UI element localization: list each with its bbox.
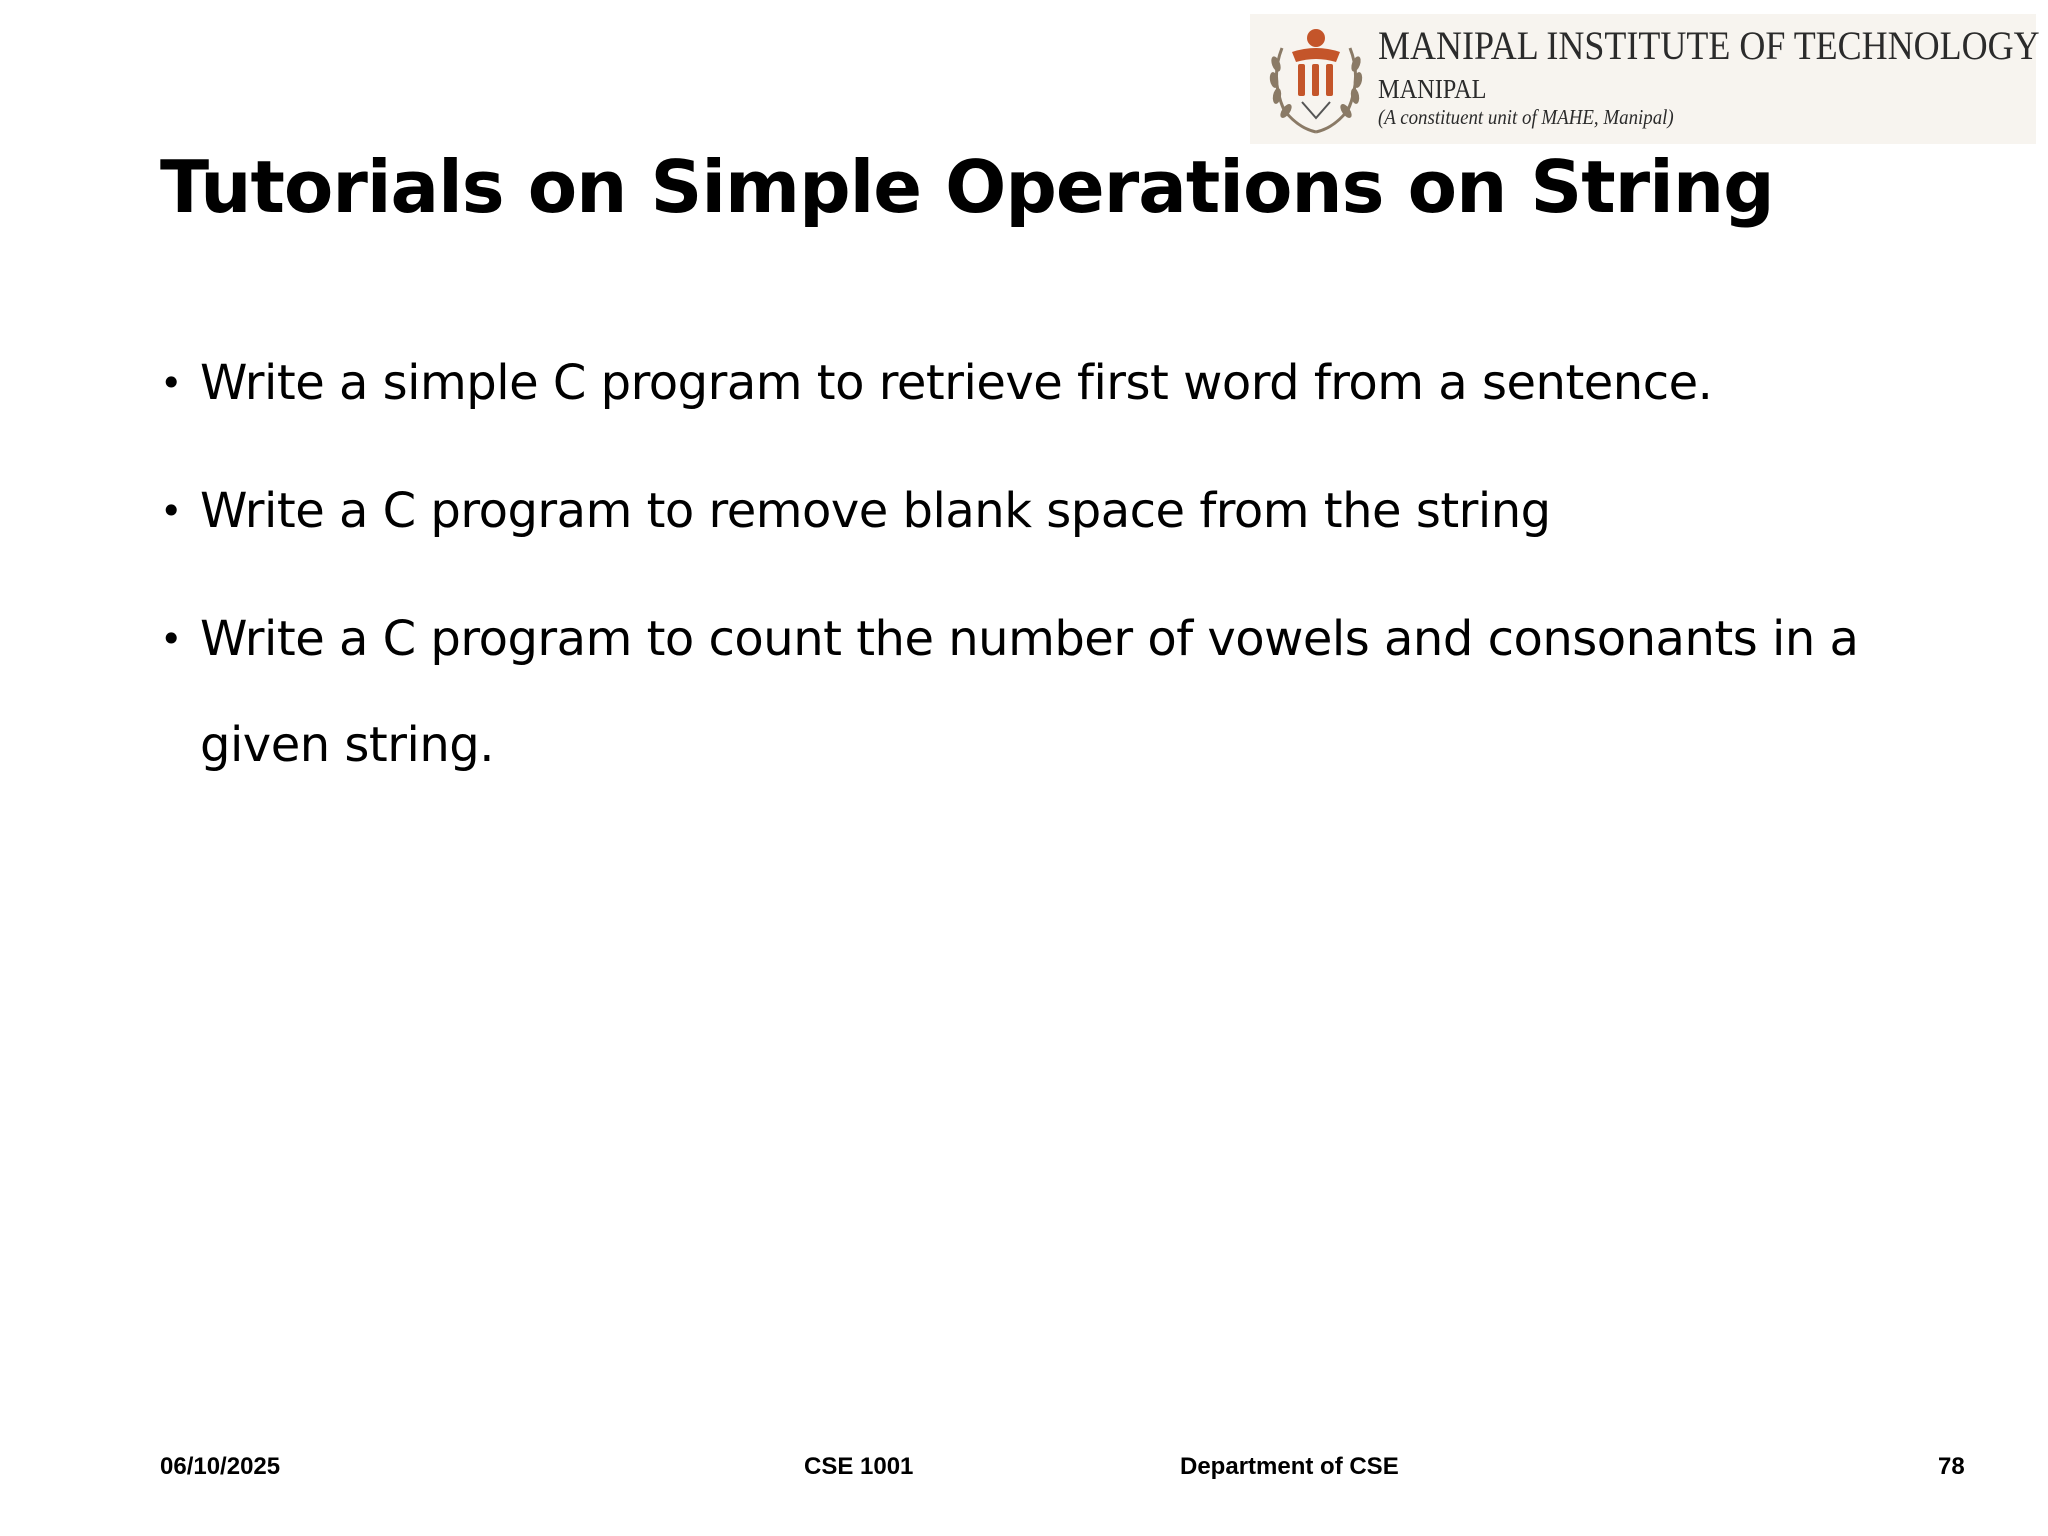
logo-constituent-note: (A constituent unit of MAHE, Manipal) — [1378, 105, 1674, 129]
bullet-dot-icon: • — [160, 617, 182, 661]
institute-logo — [1250, 14, 2040, 144]
bullet-item — [160, 586, 1940, 798]
footer-date: 06/10/2025 — [160, 1453, 281, 1480]
bullet-item — [160, 458, 1940, 564]
bullet-item — [160, 330, 1940, 436]
bullet-text: Write a C program to remove blank space from the string — [200, 483, 1551, 539]
footer-department: Department of CSE — [1180, 1453, 1399, 1480]
bullet-text: Write a C program to count the number of vowels and consonants in a given string. — [200, 611, 1859, 773]
bullet-dot-icon: • — [160, 489, 182, 533]
logo-institute-name: MANIPAL INSTITUTE OF TECHNOLOGY — [1378, 23, 2040, 68]
manipal-emblem-icon — [1262, 18, 1370, 138]
logo-location: MANIPAL — [1378, 74, 1487, 104]
bullet-list — [160, 330, 1940, 820]
page-number: 78 — [1938, 1453, 1965, 1480]
slide-title: Tutorials on Simple Operations on String — [160, 145, 1774, 229]
footer-course: CSE 1001 — [804, 1453, 914, 1480]
bullet-dot-icon: • — [160, 361, 182, 405]
bullet-text: Write a simple C program to retrieve first word from a sentence. — [200, 355, 1713, 411]
